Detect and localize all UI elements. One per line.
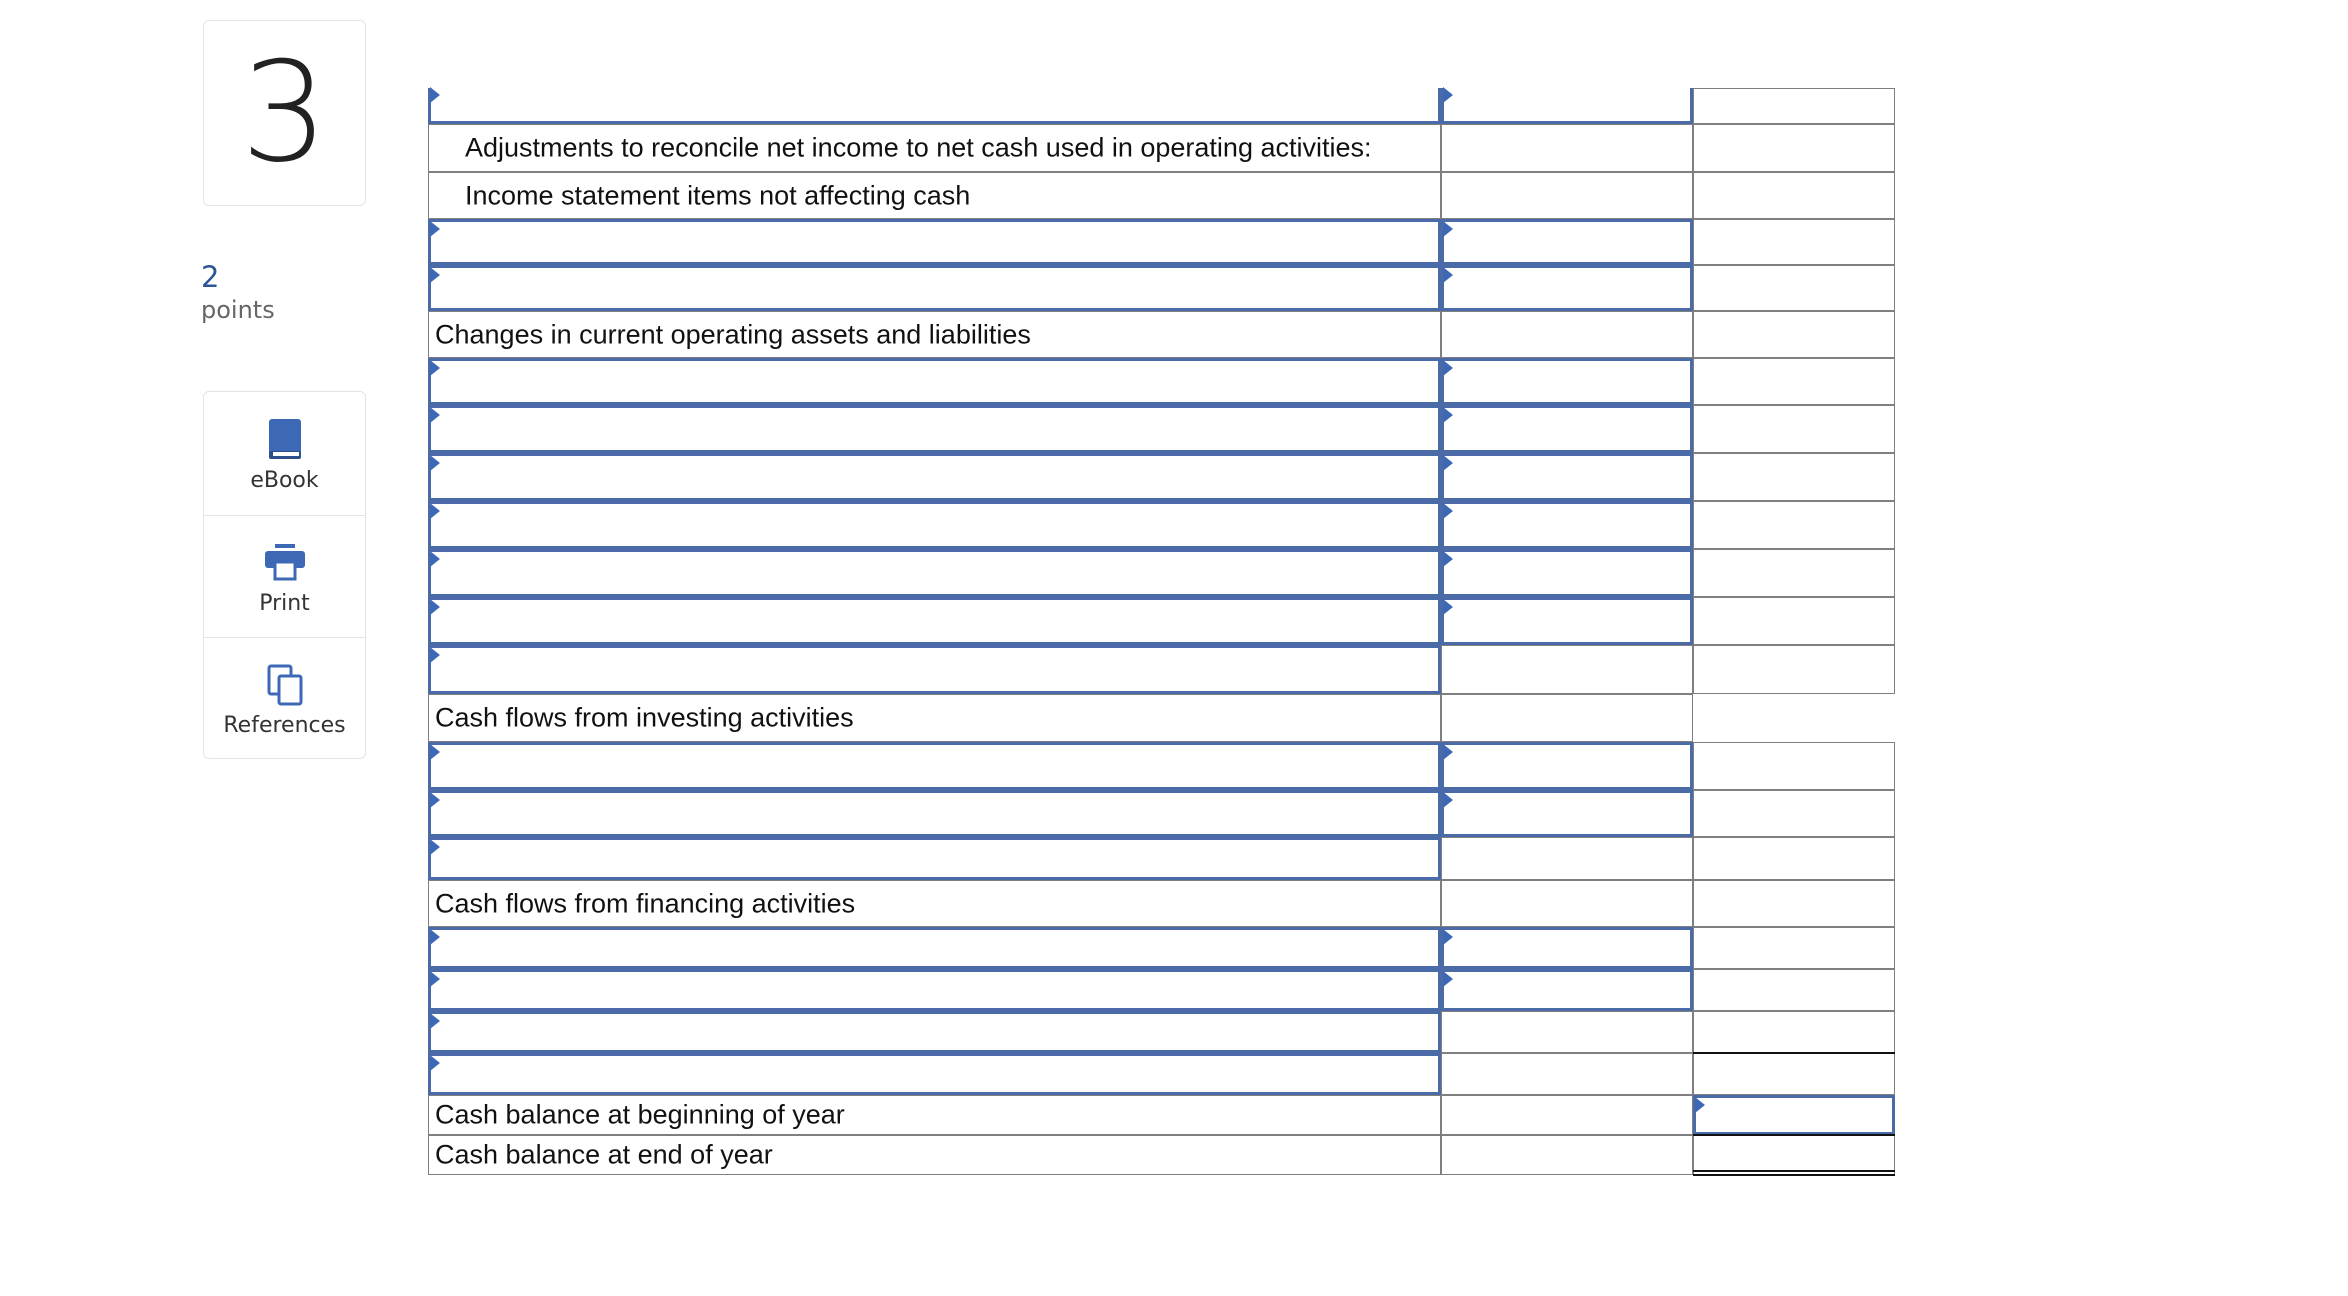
entry-row-total-cell <box>1693 453 1895 501</box>
dropdown-marker-icon <box>430 407 440 423</box>
references-button[interactable] <box>204 637 365 760</box>
entry-row-total-cell <box>1693 645 1895 694</box>
total-rule <box>1693 1052 1895 1054</box>
entry-row-amount-input[interactable] <box>1441 265 1693 311</box>
entry-row-account-select[interactable] <box>428 265 1441 311</box>
references-icon <box>265 659 305 709</box>
dropdown-marker-icon <box>430 267 440 283</box>
investing-header-text: Cash flows from investing activities <box>435 702 854 733</box>
entry-row-account-select[interactable] <box>428 1011 1441 1053</box>
dropdown-marker-icon <box>1443 599 1453 615</box>
income-items-header-amount-cell <box>1441 172 1693 219</box>
adjustments-header-amount-cell <box>1441 124 1693 172</box>
dropdown-marker-icon <box>1443 503 1453 519</box>
financing-header-amount-cell <box>1441 880 1693 927</box>
cash-end-row-amount-cell <box>1441 1135 1693 1175</box>
income-items-header-text: Income statement items not affecting cash <box>465 180 971 210</box>
dropdown-marker-icon <box>1695 1097 1705 1113</box>
entry-row-total-cell <box>1693 927 1895 969</box>
dropdown-marker-icon <box>430 1055 440 1071</box>
dropdown-marker-icon <box>1443 792 1453 808</box>
dropdown-marker-icon <box>430 503 440 519</box>
entry-row-total-cell <box>1693 597 1895 645</box>
dropdown-marker-icon <box>1443 407 1453 423</box>
dropdown-marker-icon <box>430 929 440 945</box>
dropdown-marker-icon <box>430 647 440 663</box>
book-icon <box>265 414 305 464</box>
cash-beginning-row-amount-cell <box>1441 1095 1693 1135</box>
cash-beginning-row-label-cell <box>428 1095 1441 1135</box>
ebook-button[interactable] <box>204 392 365 515</box>
total-rule <box>1693 1134 1895 1136</box>
question-number-card <box>203 20 366 206</box>
entry-row-account-select[interactable] <box>428 219 1441 265</box>
cash-beginning-row-total-input[interactable] <box>1693 1095 1895 1135</box>
dropdown-marker-icon <box>430 221 440 237</box>
cash-end-row-total-cell <box>1693 1135 1895 1175</box>
points-value: 2 <box>201 260 220 294</box>
entry-row-total-cell <box>1693 501 1895 549</box>
dropdown-marker-icon <box>430 971 440 987</box>
dropdown-marker-icon <box>1443 87 1453 103</box>
entry-row-amount-input[interactable] <box>1441 453 1693 501</box>
entry-row-amount-input[interactable] <box>1441 790 1693 837</box>
print-button[interactable] <box>204 515 365 638</box>
printer-icon <box>263 537 307 587</box>
dropdown-marker-icon <box>430 744 440 760</box>
dropdown-marker-icon <box>1443 267 1453 283</box>
adjustments-header-total-cell <box>1693 124 1895 172</box>
entry-row-amount-input[interactable] <box>1441 597 1693 645</box>
income-items-header-total-cell <box>1693 172 1895 219</box>
financing-header-total-cell <box>1693 880 1895 927</box>
entry-row-top-total-cell <box>1693 88 1895 124</box>
tools-panel <box>203 391 366 759</box>
ebook-label: eBook <box>250 467 319 493</box>
entry-row-top-account-select[interactable] <box>428 88 1441 124</box>
dropdown-marker-icon <box>1443 455 1453 471</box>
entry-row-account-select[interactable] <box>428 453 1441 501</box>
current-changes-header-label-cell <box>428 311 1441 358</box>
entry-row-account-select[interactable] <box>428 358 1441 405</box>
current-changes-header-total-cell <box>1693 311 1895 358</box>
investing-header-amount-cell <box>1441 694 1693 742</box>
financing-header-text: Cash flows from financing activities <box>435 888 856 918</box>
entry-row-total-cell <box>1693 265 1895 311</box>
question-number: 3 <box>240 32 329 193</box>
entry-row-account-select[interactable] <box>428 501 1441 549</box>
dropdown-marker-icon <box>430 792 440 808</box>
dropdown-marker-icon <box>430 1013 440 1029</box>
cash-end-row-label-cell <box>428 1135 1441 1175</box>
entry-row-amount-input[interactable] <box>1441 219 1693 265</box>
entry-row-amount-input[interactable] <box>1441 927 1693 969</box>
entry-row-total-cell <box>1693 1053 1895 1095</box>
financing-header-label-cell <box>428 880 1441 927</box>
entry-row-top-amount-input[interactable] <box>1441 88 1693 124</box>
adjustments-header-label-cell <box>428 124 1441 172</box>
entry-row-total-cell <box>1693 549 1895 597</box>
entry-row-account-select[interactable] <box>428 927 1441 969</box>
entry-row-amount-cell <box>1441 1011 1693 1053</box>
entry-row-account-select[interactable] <box>428 597 1441 645</box>
entry-row-amount-cell <box>1441 1053 1693 1095</box>
dropdown-marker-icon <box>430 599 440 615</box>
entry-row-account-select[interactable] <box>428 1053 1441 1095</box>
dropdown-marker-icon <box>1443 551 1453 567</box>
dropdown-marker-icon <box>1443 744 1453 760</box>
dropdown-marker-icon <box>430 839 440 855</box>
adjustments-header-text: Adjustments to reconcile net income to net cash used in operating activities: <box>465 132 1372 163</box>
current-changes-header-text: Changes in current operating assets and liabilities <box>435 319 1031 349</box>
dropdown-marker-icon <box>1443 929 1453 945</box>
points-label: points <box>201 296 275 324</box>
entry-row-account-select[interactable] <box>428 645 1441 694</box>
entry-row-account-select[interactable] <box>428 837 1441 880</box>
income-items-header-label-cell <box>428 172 1441 219</box>
entry-row-amount-input[interactable] <box>1441 549 1693 597</box>
entry-row-amount-input[interactable] <box>1441 742 1693 790</box>
entry-row-total-cell <box>1693 219 1895 265</box>
entry-row-amount-input[interactable] <box>1441 969 1693 1011</box>
dropdown-marker-icon <box>1443 360 1453 376</box>
entry-row-total-cell <box>1693 790 1895 837</box>
print-label: Print <box>259 590 310 616</box>
entry-row-account-select[interactable] <box>428 969 1441 1011</box>
total-rule <box>1693 1174 1895 1176</box>
investing-header-label-cell <box>428 694 1441 742</box>
entry-row-amount-cell <box>1441 645 1693 694</box>
dropdown-marker-icon <box>1443 221 1453 237</box>
entry-row-amount-input[interactable] <box>1441 501 1693 549</box>
current-changes-header-amount-cell <box>1441 311 1693 358</box>
dropdown-marker-icon <box>430 360 440 376</box>
references-label: References <box>223 713 346 739</box>
cash-end-row-text: Cash balance at end of year <box>435 1139 773 1170</box>
entry-row-account-select[interactable] <box>428 549 1441 597</box>
entry-row-account-select[interactable] <box>428 405 1441 453</box>
entry-row-amount-input[interactable] <box>1441 358 1693 405</box>
entry-row-amount-cell <box>1441 837 1693 880</box>
entry-row-account-select[interactable] <box>428 790 1441 837</box>
cash-beginning-row-text: Cash balance at beginning of year <box>435 1099 845 1130</box>
entry-row-total-cell <box>1693 1011 1895 1053</box>
dropdown-marker-icon <box>430 455 440 471</box>
entry-row-total-cell <box>1693 837 1895 880</box>
entry-row-total-cell <box>1693 969 1895 1011</box>
entry-row-total-cell <box>1693 405 1895 453</box>
total-rule <box>1693 1170 1895 1172</box>
dropdown-marker-icon <box>430 551 440 567</box>
entry-row-amount-input[interactable] <box>1441 405 1693 453</box>
entry-row-total-cell <box>1693 742 1895 790</box>
dropdown-marker-icon <box>1443 971 1453 987</box>
entry-row-account-select[interactable] <box>428 742 1441 790</box>
entry-row-total-cell <box>1693 358 1895 405</box>
dropdown-marker-icon <box>430 87 440 103</box>
